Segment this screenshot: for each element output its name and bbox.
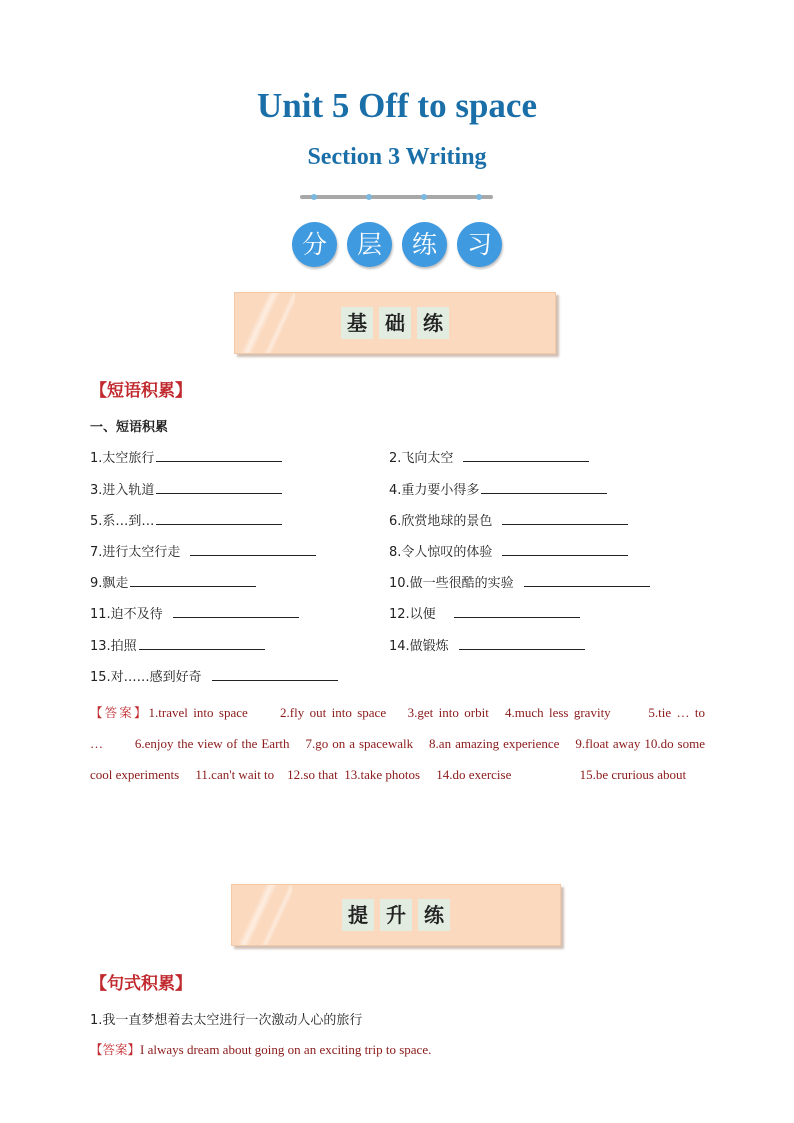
question-text: 15.对……感到好奇 [90, 670, 202, 685]
answer-text: I always dream about going on an exciting trip to space. [140, 1042, 432, 1057]
question-item [389, 541, 628, 560]
answer-label: 【答案】 [90, 1042, 141, 1057]
sentence-question: 1.我一直梦想着去太空进行一次激动人心的旅行 [90, 1013, 363, 1028]
question-text: 14.做锻炼 [389, 639, 449, 654]
question-text: 9.飘走 [90, 576, 129, 591]
banner-char: 升 [380, 899, 412, 931]
bar-dot [476, 194, 482, 200]
answer-blank [459, 637, 585, 650]
answer-blank [156, 481, 282, 494]
question-item [389, 572, 650, 591]
page-title: Unit 5 Off to space [257, 86, 537, 125]
question-item [90, 479, 282, 498]
banner-char: 础 [379, 307, 411, 339]
question-text: 8.令人惊叹的体验 [389, 545, 493, 560]
question-item [90, 447, 282, 466]
question-text: 1.太空旅行 [90, 451, 155, 466]
question-item [90, 666, 338, 685]
banner-char: 基 [341, 307, 373, 339]
question-item [90, 635, 265, 654]
question-text: 3.进入轨道 [90, 483, 155, 498]
answer-blank [463, 449, 589, 462]
question-text: 4.重力要小得多 [389, 483, 480, 498]
banner-char: 练 [418, 899, 450, 931]
answer-blank [502, 543, 628, 556]
banner-char: 提 [342, 899, 374, 931]
page-subtitle: Section 3 Writing [307, 144, 487, 170]
answer-blank [502, 512, 628, 525]
question-item [389, 635, 585, 654]
bar-dot [311, 194, 317, 200]
deco-char-circle: 练 [402, 222, 447, 267]
answer-blank [454, 605, 580, 618]
answer-blank [212, 668, 338, 681]
answer-blank [156, 512, 282, 525]
question-text: 6.欣赏地球的景色 [389, 514, 493, 529]
bar-dot [421, 194, 427, 200]
question-text: 11.迫不及待 [90, 607, 163, 622]
question-item [90, 541, 316, 560]
deco-char-circle: 层 [347, 222, 392, 267]
tiered-practice-decoration [288, 190, 506, 270]
answer-blank [190, 543, 316, 556]
question-item [389, 479, 607, 498]
deco-char-circle: 分 [292, 222, 337, 267]
question-item [389, 510, 628, 529]
section-heading-sentences: 【句式积累】 [90, 974, 192, 994]
sentence-answer [90, 1040, 431, 1058]
answer-label: 【答案】 [90, 705, 149, 720]
question-item [389, 603, 580, 622]
answer-blank [173, 605, 299, 618]
question-text: 2.飞向太空 [389, 451, 454, 466]
question-item [389, 447, 589, 466]
answer-blank [139, 637, 265, 650]
deco-char-circle: 习 [457, 222, 502, 267]
answer-blank [481, 481, 607, 494]
answer-blank [130, 574, 256, 587]
question-item [90, 510, 282, 529]
answer-block [90, 697, 705, 790]
banner-char: 练 [417, 307, 449, 339]
bar-dot [366, 194, 372, 200]
section-heading-phrases: 【短语积累】 [90, 381, 192, 401]
question-item [90, 603, 299, 622]
answer-text: 1.travel into space 2.fly out into space 3.get into orbit 4.much less gravity 5.tie … to … 6.enjoy the view of the Earth 7.go on a spacewalk 8.an amazing experience 9.float away 10.do some cool experiments 11.can't wait to 12.so that 13.take photos 14.do exercise 15.be crurious about [90, 705, 705, 782]
advanced-practice-banner [231, 884, 561, 946]
basic-practice-banner [234, 292, 556, 354]
answer-blank [156, 449, 282, 462]
hanging-bar [300, 195, 493, 199]
question-text: 5.系…到… [90, 514, 155, 529]
subheading-phrases: 一、短语积累 [90, 420, 169, 435]
question-text: 10.做一些很酷的实验 [389, 576, 514, 591]
question-item [90, 572, 256, 591]
question-text: 12.以便 [389, 607, 436, 622]
question-text: 7.进行太空行走 [90, 545, 181, 560]
answer-blank [524, 574, 650, 587]
question-text: 13.拍照 [90, 639, 137, 654]
